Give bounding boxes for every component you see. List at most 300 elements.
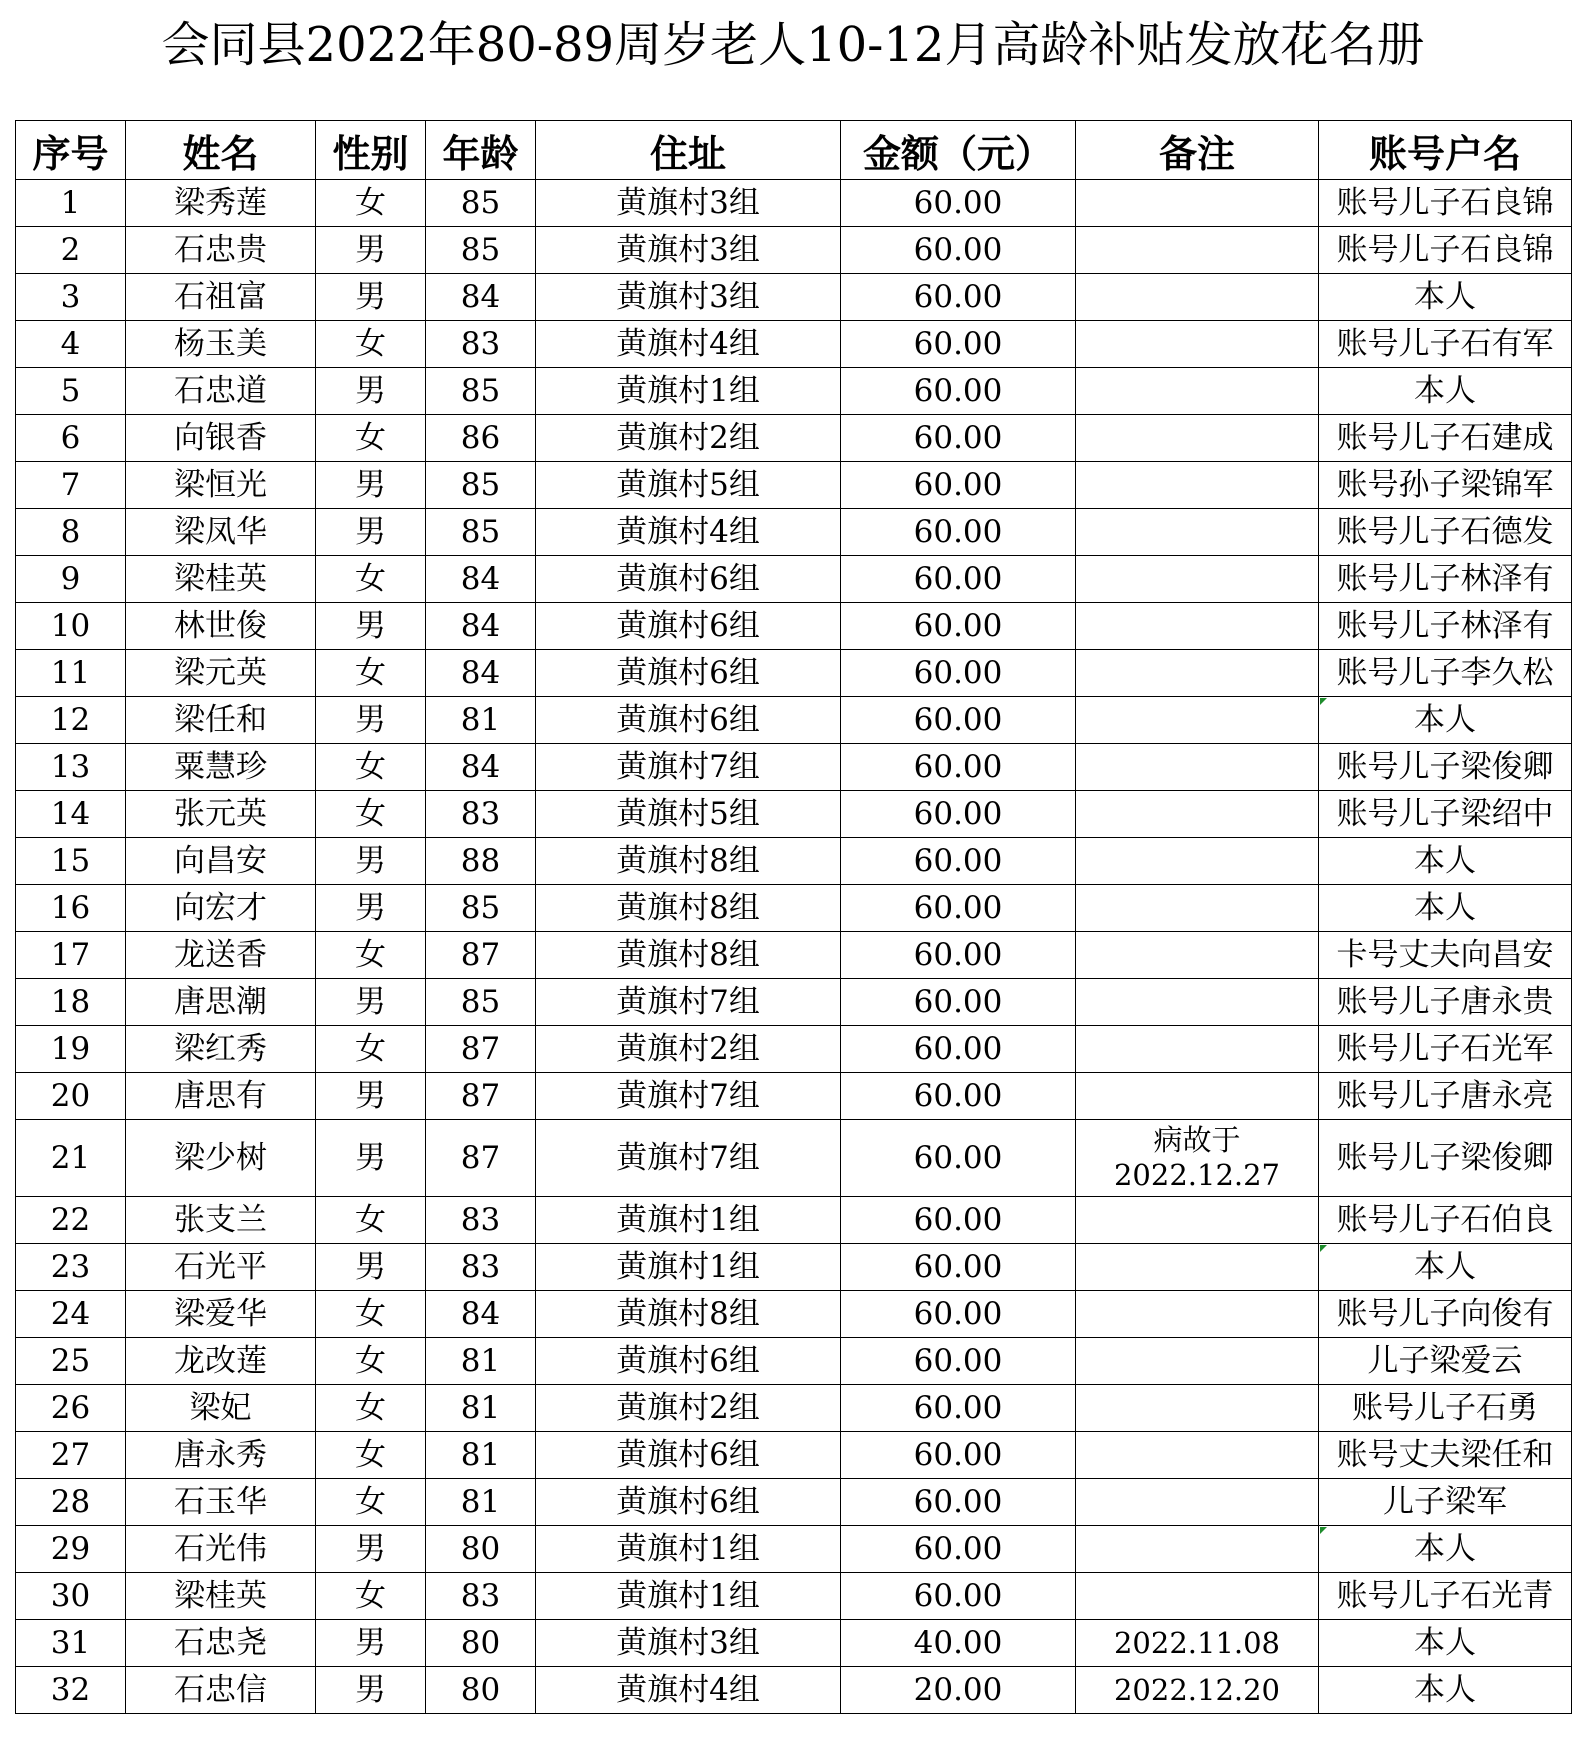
cell-name: 石玉华 [126,1479,316,1526]
cell-account [1319,462,1572,509]
cell-age: 81 [426,697,536,744]
cell-index: 9 [16,556,126,603]
cell-address: 黄旗村6组 [536,1338,841,1385]
table-row [16,744,1572,791]
account-text: 账号儿子石勇 [1352,1390,1538,1426]
account-text: 账号儿子石建成 [1336,420,1554,456]
cell-account [1319,744,1572,791]
cell-index: 18 [16,979,126,1026]
cell-gender: 男 [316,462,426,509]
note-line: 2022.12.27 [1113,1158,1281,1192]
cell-gender: 女 [316,415,426,462]
cell-gender: 女 [316,1026,426,1073]
cell-index: 26 [16,1385,126,1432]
cell-age: 87 [426,932,536,979]
cell-account [1319,1026,1572,1073]
cell-gender: 男 [316,227,426,274]
cell-address: 黄旗村6组 [536,1432,841,1479]
column-header-index: 序号 [16,121,126,180]
table-row [16,1197,1572,1244]
table-row [16,1073,1572,1120]
cell-address: 黄旗村3组 [536,180,841,227]
cell-account [1319,838,1572,885]
cell-index: 27 [16,1432,126,1479]
cell-gender: 男 [316,1244,426,1291]
cell-name: 龙改莲 [126,1338,316,1385]
cell-note [1076,509,1319,556]
comment-marker-icon [1320,698,1327,705]
cell-name: 杨玉美 [126,321,316,368]
note-line: 病故于 [1153,1123,1241,1157]
cell-amount: 60.00 [841,1479,1076,1526]
cell-address: 黄旗村2组 [536,1026,841,1073]
cell-amount: 60.00 [841,1291,1076,1338]
table-row [16,368,1572,415]
cell-gender: 男 [316,1073,426,1120]
cell-name: 唐思潮 [126,979,316,1026]
account-text: 账号儿子石良锦 [1336,232,1554,268]
account-text: 账号儿子林泽有 [1336,561,1554,597]
cell-age: 84 [426,1291,536,1338]
cell-amount: 60.00 [841,321,1076,368]
cell-account [1319,885,1572,932]
cell-gender: 女 [316,1338,426,1385]
comment-marker-icon [1320,1245,1327,1252]
cell-amount: 60.00 [841,932,1076,979]
cell-account [1319,274,1572,321]
column-header-age: 年龄 [426,121,536,180]
cell-address: 黄旗村4组 [536,321,841,368]
account-text: 本人 [1414,1672,1476,1708]
cell-address: 黄旗村6组 [536,603,841,650]
cell-index: 10 [16,603,126,650]
cell-note [1076,697,1319,744]
cell-name: 粟慧珍 [126,744,316,791]
table-row [16,227,1572,274]
cell-name: 向银香 [126,415,316,462]
cell-address: 黄旗村7组 [536,1073,841,1120]
cell-name: 梁妃 [126,1385,316,1432]
cell-address: 黄旗村2组 [536,415,841,462]
cell-amount: 60.00 [841,603,1076,650]
cell-gender: 女 [316,180,426,227]
account-text: 账号儿子石光青 [1336,1578,1554,1614]
page-title: 会同县2022年80-89周岁老人10-12月高龄补贴发放花名册 [161,17,1425,73]
cell-amount: 60.00 [841,1573,1076,1620]
cell-name: 石祖富 [126,274,316,321]
cell-note [1076,1338,1319,1385]
cell-address: 黄旗村8组 [536,932,841,979]
table-row [16,650,1572,697]
cell-age: 85 [426,180,536,227]
cell-index: 8 [16,509,126,556]
cell-index: 30 [16,1573,126,1620]
cell-age: 85 [426,368,536,415]
cell-account [1319,1291,1572,1338]
cell-amount: 60.00 [841,1026,1076,1073]
cell-name: 石忠贵 [126,227,316,274]
cell-index: 17 [16,932,126,979]
cell-age: 83 [426,1244,536,1291]
cell-note [1076,979,1319,1026]
cell-amount: 60.00 [841,227,1076,274]
account-text: 卡号丈夫向昌安 [1336,937,1554,973]
cell-note [1076,415,1319,462]
cell-address: 黄旗村6组 [536,556,841,603]
cell-note [1076,1073,1319,1120]
account-text: 本人 [1414,843,1476,879]
cell-index: 24 [16,1291,126,1338]
cell-account [1319,1244,1572,1291]
table-body [16,180,1572,1714]
cell-address: 黄旗村5组 [536,791,841,838]
cell-gender: 女 [316,744,426,791]
table-row [16,838,1572,885]
cell-gender: 女 [316,1291,426,1338]
cell-name: 梁元英 [126,650,316,697]
cell-index: 1 [16,180,126,227]
cell-name: 张元英 [126,791,316,838]
cell-amount: 60.00 [841,1197,1076,1244]
cell-name: 梁少树 [126,1120,316,1197]
table-row [16,1026,1572,1073]
cell-gender: 女 [316,650,426,697]
account-text: 本人 [1414,702,1476,738]
cell-note [1076,1385,1319,1432]
cell-name: 唐永秀 [126,1432,316,1479]
cell-address: 黄旗村7组 [536,1120,841,1197]
account-text: 账号儿子唐永贵 [1336,984,1554,1020]
cell-account [1319,1526,1572,1573]
cell-amount: 60.00 [841,462,1076,509]
account-text: 本人 [1414,373,1476,409]
cell-gender: 女 [316,932,426,979]
cell-note [1076,368,1319,415]
cell-amount: 60.00 [841,838,1076,885]
cell-amount: 60.00 [841,368,1076,415]
cell-index: 21 [16,1120,126,1197]
cell-account [1319,1073,1572,1120]
cell-age: 81 [426,1479,536,1526]
cell-gender: 女 [316,321,426,368]
cell-age: 86 [426,415,536,462]
cell-index: 3 [16,274,126,321]
cell-gender: 男 [316,368,426,415]
cell-name: 向昌安 [126,838,316,885]
cell-index: 12 [16,697,126,744]
cell-address: 黄旗村8组 [536,838,841,885]
cell-gender: 男 [316,509,426,556]
cell-account [1319,932,1572,979]
column-header-gender: 性别 [316,121,426,180]
cell-name: 龙送香 [126,932,316,979]
cell-index: 14 [16,791,126,838]
cell-amount: 60.00 [841,180,1076,227]
cell-address: 黄旗村1组 [536,368,841,415]
cell-note [1076,1432,1319,1479]
table-row [16,791,1572,838]
cell-gender: 男 [316,697,426,744]
cell-age: 84 [426,650,536,697]
cell-amount: 60.00 [841,1432,1076,1479]
cell-index: 6 [16,415,126,462]
cell-index: 19 [16,1026,126,1073]
cell-age: 80 [426,1620,536,1667]
table-row [16,603,1572,650]
table-row [16,1432,1572,1479]
cell-amount: 60.00 [841,509,1076,556]
table-row [16,1244,1572,1291]
cell-note [1076,180,1319,227]
cell-note [1076,932,1319,979]
cell-note [1076,1120,1319,1197]
cell-address: 黄旗村7组 [536,744,841,791]
cell-index: 13 [16,744,126,791]
cell-age: 83 [426,1197,536,1244]
cell-amount: 60.00 [841,1120,1076,1197]
cell-note [1076,838,1319,885]
table-row [16,509,1572,556]
column-header-account: 账号户名 [1319,121,1572,180]
cell-account [1319,1120,1572,1197]
cell-note [1076,227,1319,274]
cell-amount: 60.00 [841,791,1076,838]
cell-amount: 20.00 [841,1667,1076,1714]
table-row [16,1338,1572,1385]
cell-amount: 60.00 [841,1526,1076,1573]
table-row [16,1385,1572,1432]
cell-amount: 60.00 [841,744,1076,791]
account-text: 账号儿子梁绍中 [1336,796,1554,832]
cell-gender: 女 [316,1479,426,1526]
cell-name: 梁红秀 [126,1026,316,1073]
cell-note [1076,556,1319,603]
cell-gender: 男 [316,1120,426,1197]
cell-index: 7 [16,462,126,509]
cell-index: 25 [16,1338,126,1385]
cell-address: 黄旗村1组 [536,1573,841,1620]
cell-address: 黄旗村6组 [536,697,841,744]
cell-amount: 60.00 [841,415,1076,462]
cell-address: 黄旗村4组 [536,509,841,556]
cell-amount: 60.00 [841,650,1076,697]
cell-amount: 60.00 [841,979,1076,1026]
table-row [16,1526,1572,1573]
cell-gender: 男 [316,1526,426,1573]
cell-name: 梁桂英 [126,1573,316,1620]
cell-account [1319,650,1572,697]
cell-gender: 男 [316,1620,426,1667]
cell-index: 31 [16,1620,126,1667]
account-text: 账号儿子林泽有 [1336,608,1554,644]
cell-gender: 女 [316,1432,426,1479]
cell-note [1076,462,1319,509]
cell-account [1319,603,1572,650]
cell-age: 85 [426,462,536,509]
table-row [16,885,1572,932]
account-text: 账号儿子梁俊卿 [1336,1140,1554,1176]
cell-account [1319,1573,1572,1620]
cell-age: 87 [426,1026,536,1073]
cell-account [1319,1338,1572,1385]
comment-marker-icon [1320,1527,1327,1534]
column-header-amount: 金额（元） [841,121,1076,180]
cell-index: 22 [16,1197,126,1244]
cell-gender: 女 [316,556,426,603]
cell-age: 81 [426,1338,536,1385]
cell-age: 81 [426,1385,536,1432]
cell-index: 32 [16,1667,126,1714]
cell-note [1076,603,1319,650]
cell-index: 23 [16,1244,126,1291]
cell-note [1076,1026,1319,1073]
cell-account [1319,415,1572,462]
cell-note [1076,1526,1319,1573]
cell-gender: 女 [316,791,426,838]
cell-account [1319,368,1572,415]
table-row [16,462,1572,509]
cell-account [1319,791,1572,838]
account-text: 账号儿子梁俊卿 [1336,749,1554,785]
subsidy-roster-table [15,120,1572,1714]
cell-age: 83 [426,1573,536,1620]
cell-account [1319,1620,1572,1667]
cell-amount: 60.00 [841,556,1076,603]
account-text: 账号儿子石有军 [1336,326,1554,362]
cell-age: 83 [426,321,536,368]
cell-age: 87 [426,1120,536,1197]
cell-amount: 60.00 [841,1073,1076,1120]
cell-amount: 60.00 [841,1244,1076,1291]
table-row [16,1479,1572,1526]
cell-note [1076,1197,1319,1244]
cell-note [1076,1244,1319,1291]
account-text: 儿子梁军 [1383,1484,1507,1520]
cell-amount: 40.00 [841,1620,1076,1667]
cell-address: 黄旗村3组 [536,274,841,321]
cell-gender: 女 [316,1197,426,1244]
cell-account [1319,979,1572,1026]
cell-age: 84 [426,274,536,321]
cell-name: 梁凤华 [126,509,316,556]
account-text: 账号儿子石伯良 [1336,1202,1554,1238]
table-row [16,415,1572,462]
cell-address: 黄旗村1组 [536,1526,841,1573]
cell-account [1319,697,1572,744]
cell-index: 4 [16,321,126,368]
cell-address: 黄旗村1组 [536,1197,841,1244]
cell-index: 2 [16,227,126,274]
cell-address: 黄旗村8组 [536,1291,841,1338]
cell-age: 84 [426,556,536,603]
cell-index: 28 [16,1479,126,1526]
cell-age: 85 [426,227,536,274]
cell-gender: 男 [316,885,426,932]
cell-note [1076,1291,1319,1338]
cell-index: 5 [16,368,126,415]
cell-account [1319,1479,1572,1526]
account-text: 本人 [1414,1249,1476,1285]
cell-index: 20 [16,1073,126,1120]
cell-note [1076,744,1319,791]
table-row [16,932,1572,979]
cell-name: 向宏才 [126,885,316,932]
cell-note [1076,650,1319,697]
cell-note [1076,1573,1319,1620]
account-text: 本人 [1414,1531,1476,1567]
column-header-note: 备注 [1076,121,1319,180]
cell-note [1076,274,1319,321]
table-row [16,1291,1572,1338]
account-text: 本人 [1414,1625,1476,1661]
cell-amount: 60.00 [841,697,1076,744]
cell-index: 15 [16,838,126,885]
account-text: 账号儿子唐永亮 [1336,1078,1554,1114]
cell-gender: 男 [316,274,426,321]
cell-age: 88 [426,838,536,885]
cell-name: 梁爱华 [126,1291,316,1338]
column-header-name: 姓名 [126,121,316,180]
account-text: 账号儿子向俊有 [1336,1296,1554,1332]
cell-name: 石忠信 [126,1667,316,1714]
cell-age: 85 [426,885,536,932]
cell-index: 16 [16,885,126,932]
cell-account [1319,556,1572,603]
cell-account [1319,321,1572,368]
account-text: 账号儿子石德发 [1336,514,1554,550]
cell-amount: 60.00 [841,1338,1076,1385]
cell-name: 梁秀莲 [126,180,316,227]
account-text: 账号孙子梁锦军 [1336,467,1554,503]
cell-name: 张支兰 [126,1197,316,1244]
cell-gender: 女 [316,1573,426,1620]
cell-name: 梁桂英 [126,556,316,603]
account-text: 账号儿子石良锦 [1336,185,1554,221]
account-text: 账号丈夫梁任和 [1336,1437,1554,1473]
cell-gender: 男 [316,979,426,1026]
cell-address: 黄旗村1组 [536,1244,841,1291]
cell-account [1319,227,1572,274]
cell-index: 29 [16,1526,126,1573]
cell-gender: 男 [316,838,426,885]
cell-account [1319,509,1572,556]
cell-address: 黄旗村3组 [536,1620,841,1667]
table-row [16,1620,1572,1667]
account-text: 账号儿子石光军 [1336,1031,1554,1067]
table-row [16,1120,1572,1197]
account-text: 本人 [1414,890,1476,926]
account-text: 本人 [1414,279,1476,315]
cell-name: 梁任和 [126,697,316,744]
cell-name: 林世俊 [126,603,316,650]
cell-address: 黄旗村2组 [536,1385,841,1432]
table-row [16,979,1572,1026]
table-row [16,321,1572,368]
account-text: 儿子梁爱云 [1367,1343,1523,1379]
cell-amount: 60.00 [841,274,1076,321]
cell-account [1319,180,1572,227]
cell-gender: 男 [316,1667,426,1714]
cell-note [1076,321,1319,368]
cell-note: 2022.12.20 [1076,1667,1319,1714]
cell-name: 石忠道 [126,368,316,415]
cell-amount: 60.00 [841,885,1076,932]
cell-address: 黄旗村8组 [536,885,841,932]
cell-note [1076,791,1319,838]
cell-age: 85 [426,979,536,1026]
table-row [16,180,1572,227]
column-header-address: 住址 [536,121,841,180]
